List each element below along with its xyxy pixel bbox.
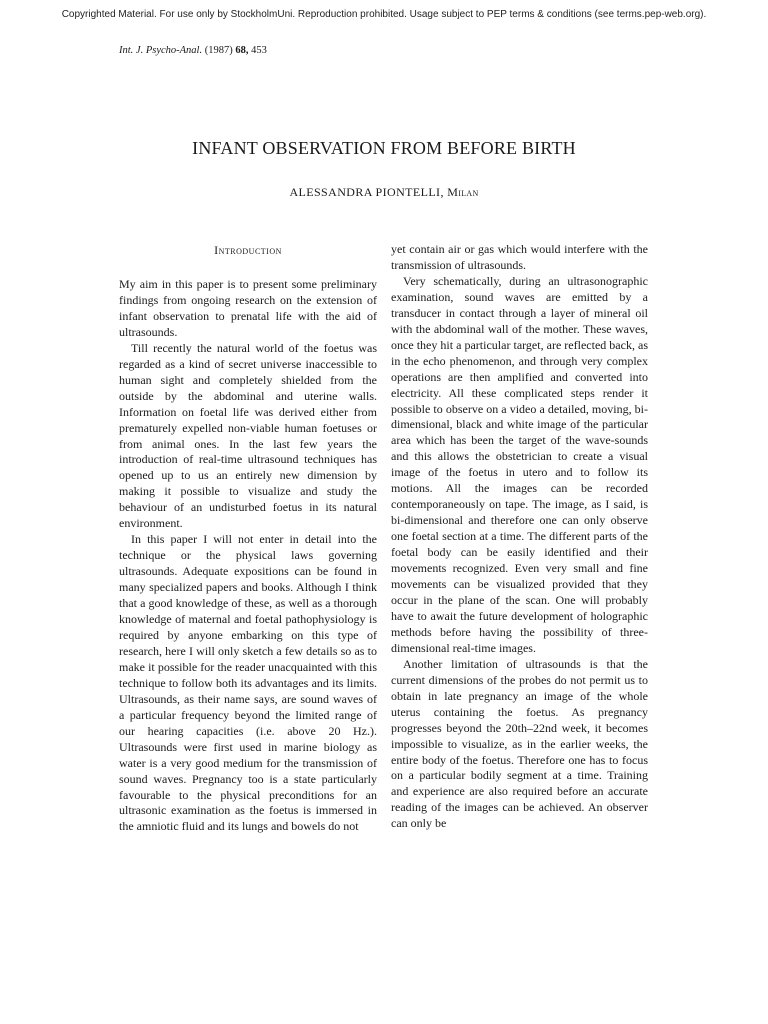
section-heading-introduction: Introduction [214,243,282,257]
article-title: INFANT OBSERVATION FROM BEFORE BIRTH [192,138,576,158]
paragraph: Very schematically, during an ultrasonographic examination, sound waves are emitted by a transducer in contact through a layer of mineral oil with the abdominal wall of the mother. These waves, once they hit a particular target, are reflected back, as in the echo phenomenon, and through very complex operations are then amplified and converted into electricity. All these complicated steps render it possible to observe on a video a detailed, moving, bi-dimensional, black and white image of the particular area which has been the target of the wave-sounds and this allows the obstetrician to create a visual image of the foetus in utero and to follow its motions. All the images can be recorded contemporaneously on tape. The image, as I said, is bi-dimensional and therefore one can only observe one foetal section at a time. The different parts of the foetal body can be easily identified and their movements recognized. Even very small and fine movements can be visualized provided that they occur in the plane of the scan. One will probably have to await the future development of holographic methods before having the possibility of three-dimensional real-time images. [391,273,648,655]
paragraph: My aim in this paper is to present some preliminary findings from ongoing research on the extension of infant observation to prenatal life with the aid of ultrasounds. [119,277,377,339]
journal-citation [119,44,267,58]
article-author [0,184,768,200]
paragraph: In this paper I will not enter in detail into the technique or the physical laws governing ultrasounds. Adequate expositions can be found in many specialized papers and books. Although I think that a good knowledge of these, as well as a thorough knowledge of maternal and foetal pathophysiology is required by anyone embarking on this type of research, here I will only sketch a few details so as to make it possible for the reader unacquainted with this technique to follow both its advantages and its limits. Ultrasounds, as their name says, are sound waves of a particular frequency beyond the limited range of our hearing capacities (i.e. above 20 Hz.). Ultrasounds were first used in marine biology as water is a very good medium for the transmission of sound waves. Pregnancy too is a state particularly favourable to the physical preconditions for an ultrasonic examination as the foetus is immersed in the amniotic fluid and its lungs and bowels do not [119,532,377,834]
author-name: ALESSANDRA PIONTELLI, [289,185,444,199]
paragraph: Till recently the natural world of the foetus was regarded as a kind of secret universe inaccessible to human sight and completely shielded from the outside by the abdominal and uterine walls. Information on foetal life was derived either from prematurely expelled non-viable human foetuses or from animal ones. In the last few years the introduction of real-time ultrasound techniques has opened up to us an entirely new dimension by making it possible to visualize and study the behaviour of an undisturbed foetus in its natural environment. [119,340,377,531]
citation-journal: Int. J. Psycho-Anal. [119,45,203,56]
citation-page: 453 [251,45,267,56]
right-column [391,242,648,832]
paragraph: yet contain air or gas which would interfere with the transmission of ultrasounds. [391,242,648,272]
left-column [119,242,377,835]
author-place: Milan [447,185,479,199]
paragraph: Another limitation of ultrasounds is that the current dimensions of the probes do not permit us to obtain in late pregnancy an image of the whole uterus containing the foetus. As pregnancy progresses beyond the 20th–22nd week, it becomes impossible to visualize, as in the earlier weeks, the entire body of the foetus. Therefore one has to focus on a particular bodily segment at a time. Training and experience are also required before an accurate reading of the images can be achieved. An observer can only be [391,656,648,831]
copyright-notice: Copyrighted Material. For use only by StockholmUni. Reproduction prohibited. Usage subject to PEP terms & conditions (see terms.pep-web.org). [61,9,707,20]
citation-year: (1987) [204,45,233,56]
citation-volume: 68, [235,45,249,56]
